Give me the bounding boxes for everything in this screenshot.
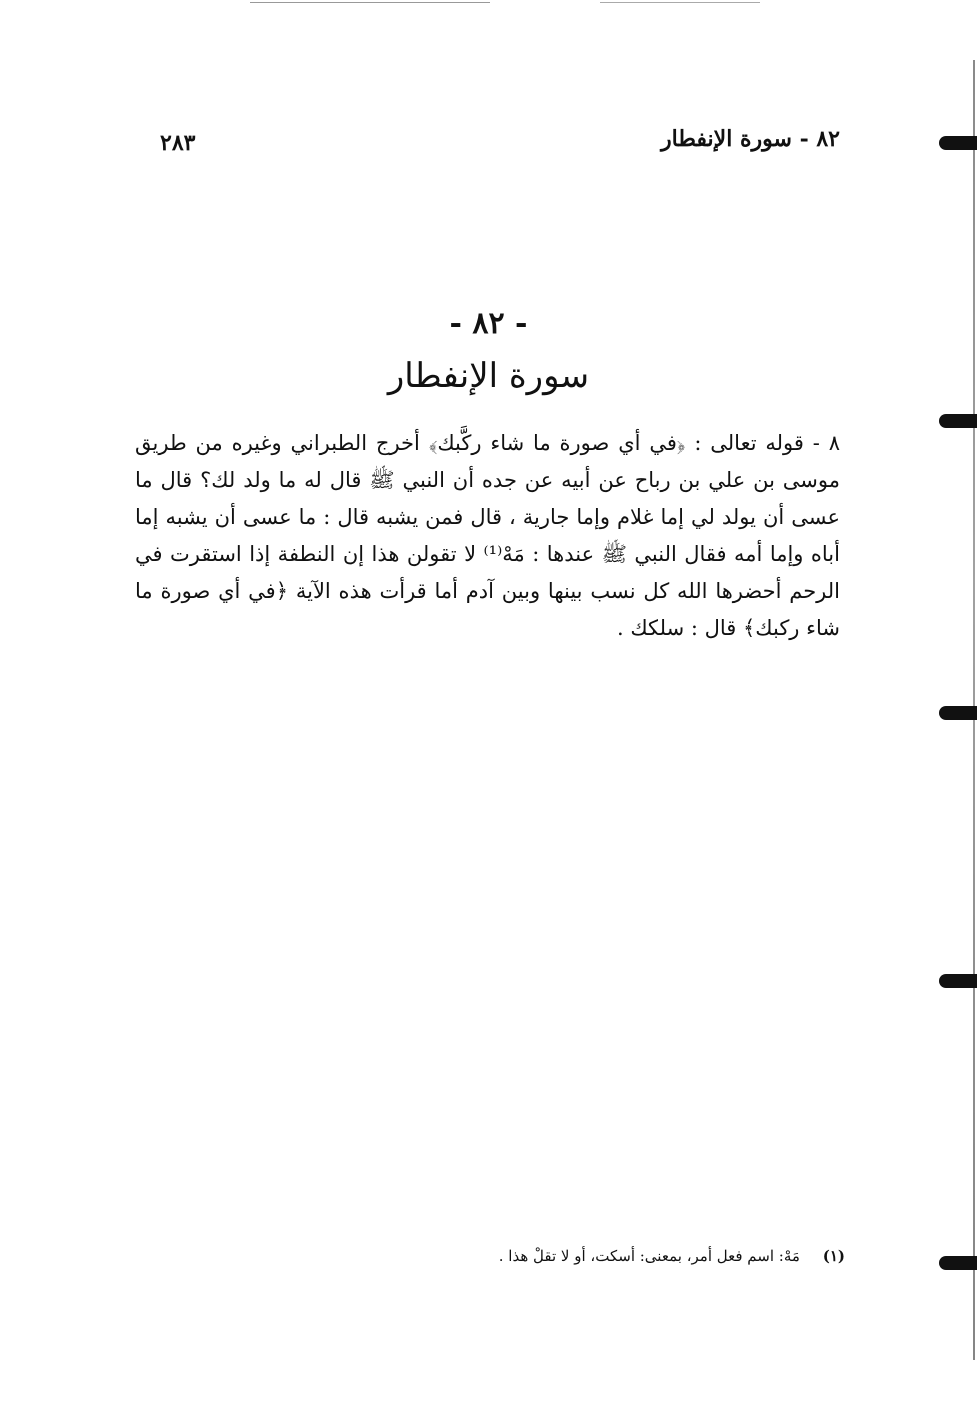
chapter-title: سورة الإنفطار: [387, 356, 590, 396]
binding-tab: [939, 706, 977, 720]
page-number: ٢٨٣: [160, 130, 196, 156]
chapter-number: - ٨٢ -: [449, 306, 528, 341]
body-text: [135, 425, 840, 647]
scan-top-line: [250, 2, 490, 3]
paragraph: ٨ - قوله تعالى : ﴿في أي صورة ما شاء ركَّبك﴾ أخرج الطبراني وغيره من طريق موسى بن علي بن رباح عن أبيه عن جده أن النبي ﷺ قال له ما ولد لك؟ قال ما عسى أن يولد لي إما غلام وإما جارية ، قال فمن يشبه قال : ما عسى أن يشبه إما أباه وإما أمه فقال النبي ﷺ عندها : مَهْ⁽¹⁾ لا تقولن هذا إن النطفة إذا استقرت في الرحم أحضرها الله كل نسب بينها وبين آدم أما قرأت هذه الآية ﴿في أي صورة ما شاء ركبك﴾ قال : سلكك .: [135, 431, 840, 640]
footnote-marker: (١): [822, 1247, 845, 1265]
scan-top-line: [600, 2, 760, 3]
footnote: [300, 1243, 845, 1269]
binding-tab: [939, 1256, 977, 1270]
running-title: ٨٢ - سورة الإنفطار: [661, 126, 840, 152]
binding-tab: [939, 136, 977, 150]
binding-tab: [939, 974, 977, 988]
footnote-text: مَهْ: اسم فعل أمر، بمعنى: أسكت، أو لا تقلْ هذا .: [498, 1247, 800, 1265]
running-header: [160, 126, 840, 166]
binding-tab: [939, 414, 977, 428]
